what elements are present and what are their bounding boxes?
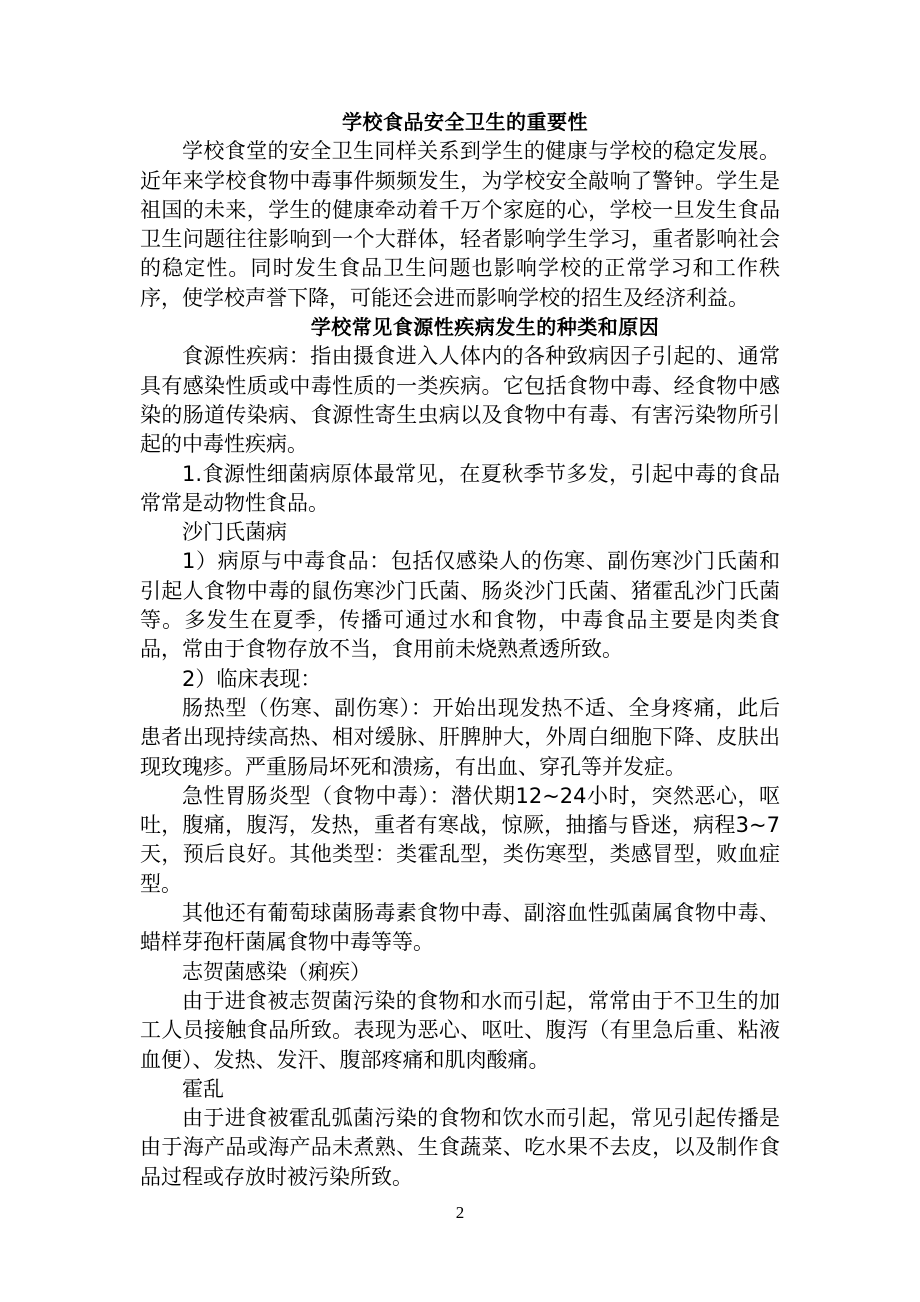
section-title-importance: 学校食品安全卫生的重要性 (342, 110, 588, 134)
paragraph-definition: 食源性疾病：指由摄食进入人体内的各种致病因子引起的、通常具有感染性质或中毒性质的一类疾病。它包括食物中毒、经食物中感染的肠道传染病、食源性寄生虫病以及食物中有毒、有害污染物所引起的中毒性疾病。 (140, 344, 780, 457)
page-number: 2 (455, 1203, 465, 1222)
subheading-cholera: 霍乱 (182, 1076, 224, 1101)
paragraph-salmonella-pathogen: 1）病原与中毒食品：包括仅感染人的伤寒、副伤寒沙门氏菌和引起人食物中毒的鼠伤寒沙门氏菌、肠炎沙门氏菌、猪霍乱沙门氏菌等。多发生在夏季，传播可通过水和食物，中毒食品主要是肉类食品，常由于食物存放不当，食用前未烧熟煮透所致。 (140, 549, 780, 662)
subheading-shigella: 志贺菌感染（痢疾） (182, 959, 371, 984)
paragraph-shigella: 由于进食被志贺菌污染的食物和水而引起，常常由于不卫生的加工人员接触食品所致。表现为恶心、呕吐、腹泻（有里急后重、粘液血便）、发热、发汗、腹部疼痛和肌肉酸痛。 (140, 988, 780, 1072)
paragraph-enteric-fever: 肠热型（伤寒、副伤寒）：开始出现发热不适、全身疼痛，此后患者出现持续高热、相对缓脉、肝脾肿大，外周白细胞下降、皮肤出现玫瑰疹。严重肠局坏死和溃疡，有出血、穿孔等并发症。 (140, 695, 780, 779)
paragraph-importance: 学校食堂的安全卫生同样关系到学生的健康与学校的稳定发展。近年来学校食物中毒事件频频发生，为学校安全敲响了警钟。学生是祖国的未来，学生的健康牵动着千万个家庭的心，学校一旦发生食品卫生问题往往影响到一个大群体，轻者影响学生学习，重者影响社会的稳定性。同时发生食品卫生问题也影响学校的正常学习和工作秩序，使学校声誉下降，可能还会进而影响学校的招生及经济利益。 (140, 139, 780, 310)
paragraph-cholera: 由于进食被霍乱弧菌污染的食物和饮水而引起，常见引起传播是由于海产品或海产品未煮熟、生食蔬菜、吃水果不去皮，以及制作食品过程或存放时被污染所致。 (140, 1106, 780, 1189)
section-title-foodborne-diseases: 学校常见食源性疾病发生的种类和原因 (310, 315, 660, 340)
subheading-salmonella: 沙门氏菌病 (182, 520, 287, 545)
paragraph-bacterial-pathogens: 1.食源性细菌病原体最常见，在夏秋季节多发，引起中毒的食品常常是动物性食品。 (140, 461, 780, 515)
document-body (140, 108, 780, 1192)
paragraph-gastroenteritis: 急性胃肠炎型（食物中毒）：潜伏期12~24小时，突然恶心，呕吐，腹痛，腹泻，发热，重者有寒战，惊厥，抽搐与昏迷，病程3~7天，预后良好。其他类型：类霍乱型，类伤寒型，类感冒型，败血症型。 (140, 783, 780, 896)
paragraph-clinical-label: 2）临床表现： (182, 666, 322, 691)
paragraph-other-poisoning: 其他还有葡萄球菌肠毒素食物中毒、副溶血性弧菌属食物中毒、蜡样芽孢杆菌属食物中毒等等。 (140, 901, 780, 955)
